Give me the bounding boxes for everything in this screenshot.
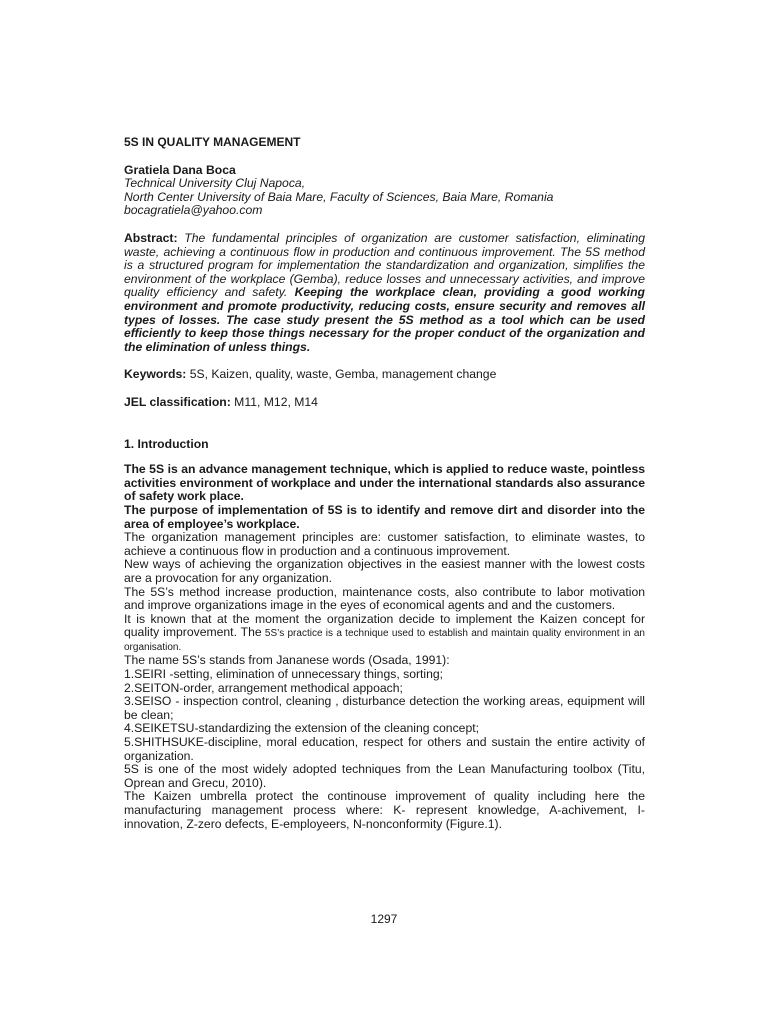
intro-paragraph-5: The name 5S’s stands from Jananese words (Osada, 1991): — [124, 653, 450, 668]
keywords — [124, 368, 645, 382]
paper-title: 5S IN QUALITY MANAGEMENT — [124, 135, 301, 149]
intro-paragraph-2: New ways of achieving the organization objectives in the easiest manner with the lowest costs are a provocation for any organization. — [124, 557, 645, 586]
intro-paragraph-6: 5S is one of the most widely adopted techniques from the Lean Manufacturing toolbox (Titu, Oprean and Grecu, 2010). — [124, 762, 645, 790]
list-item: 5.SHITHSUKE-discipline, moral education, respect for others and sustain the entire activity of organization. — [124, 734, 645, 763]
intro-paragraph-4 — [124, 613, 645, 655]
author-email: bocagratiela@yahoo.com — [124, 203, 263, 218]
paper-body — [124, 136, 645, 831]
page-number: 1297 — [370, 912, 398, 926]
abstract-label: Abstract: — [124, 230, 178, 245]
abstract-bold-text: Keeping the workplace clean, providing a good working environment and promote productivity, reducing costs, ensure security and removes all types of losses. The case study present the 5S method as a tool which can be used efficiently to keep those things necessary for the proper conduct of the organization and the elimination of unless things. — [124, 285, 646, 354]
intro-paragraph-3: The 5S’s method increase production, maintenance costs, also contribute to labor motivation and improve organizations image in the eyes of economical agents and and the customers. — [124, 584, 645, 613]
list-item: 1.SEIRI -setting, elimination of unnecessary things, sorting; — [124, 667, 444, 681]
affiliation-faculty: North Center University of Baia Mare, Faculty of Sciences, Baia Mare, Romania — [124, 189, 554, 204]
affiliation-university: Technical University Cluj Napoca, — [124, 176, 306, 191]
author-name: Gratiela Dana Boca — [124, 162, 236, 177]
intro-bold-paragraph-2: The purpose of implementation of 5S is to identify and remove dirt and disorder into the area of employee’s workplace. — [124, 503, 645, 531]
intro-paragraph-4-small: 5S’s practice is a technique used to establish and maintain quality environment in an organisation. — [124, 628, 645, 654]
abstract — [124, 232, 645, 354]
section-heading-introduction: 1. Introduction — [124, 436, 209, 451]
intro-paragraph-4-main: It is known that at the moment the organization decide to implement the Kaizen concept for quality improvement. The — [124, 611, 645, 640]
list-item: 2.SEITON-order, arrangement methodical appoach; — [124, 680, 403, 695]
intro-paragraph-1: The organization management principles are: customer satisfaction, to eliminate wastes, to achieve a continuous flow in production and a continuous improvement. — [124, 530, 645, 558]
intro-paragraph-7: The Kaizen umbrella protect the continouse improvement of quality including here the manufacturing management process where: K- represent knowledge, A-achivement, I- innovation, Z-zero defects, E-employeers, N-nonconformity (Figure.1). — [124, 789, 645, 831]
keywords-label: Keywords: — [124, 367, 187, 382]
list-item: 3.SEISO - inspection control, cleaning , disturbance detection the working areas, equipment will be clean; — [124, 694, 645, 722]
intro-bold-paragraph-1: The 5S is an advance management technique, which is applied to reduce waste, pointless activities environment of workplace and under the international standards also assurance of safety work place. — [124, 462, 645, 504]
jel-classification — [124, 396, 645, 410]
jel-label: JEL classification: — [124, 394, 231, 409]
list-item: 4.SEIKETSU-standardizing the extension of the cleaning concept; — [124, 721, 480, 736]
abstract-italic-text: The fundamental principles of organization are customer satisfaction, eliminating waste, achieving a continuous flow in production and continuous improvement. The 5S method is a structured program for implementation the standardization and organization, simplifies the environment of the workplace (Gemba), reduce losses and unnecessary activities, and improve quality efficiency and safety. — [124, 230, 645, 300]
keywords-text: 5S, Kaizen, quality, waste, Gemba, management change — [186, 367, 497, 382]
jel-text: M11, M12, M14 — [230, 394, 318, 409]
